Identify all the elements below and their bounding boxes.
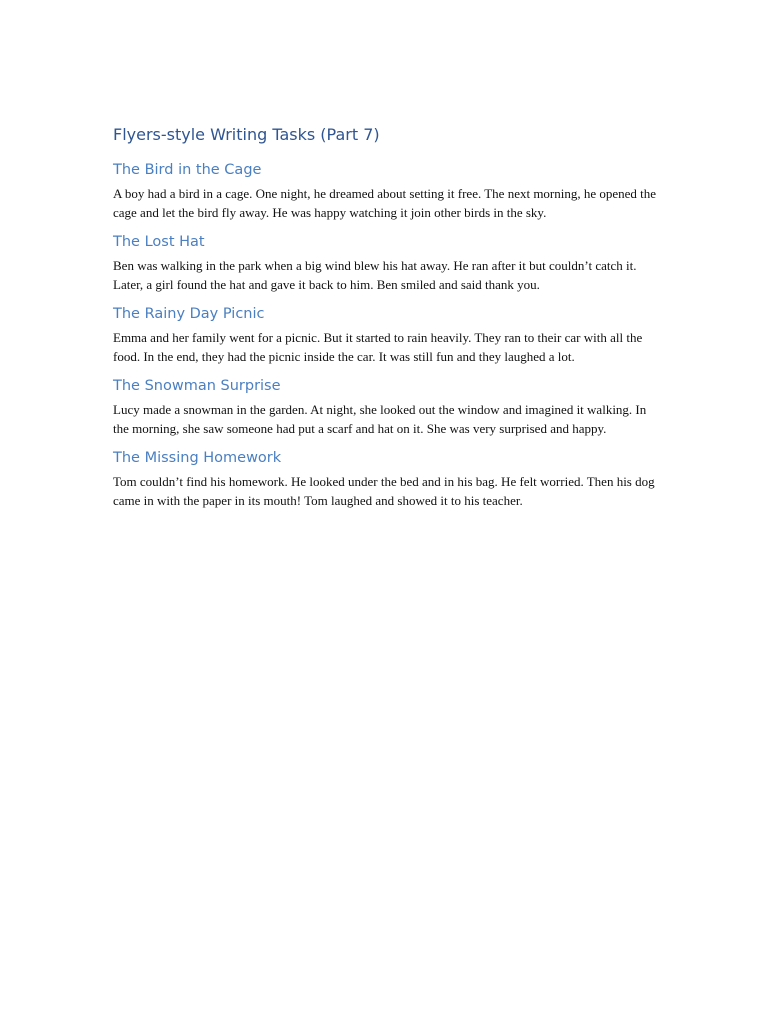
story-body: A boy had a bird in a cage. One night, he dreamed about setting it free. The next morning, he opened the cage and let the bird fly away. He was happy watching it join other birds in the sky.: [113, 186, 657, 220]
document-content: [113, 124, 658, 520]
story-section: [113, 376, 658, 438]
document-title: Flyers-style Writing Tasks (Part 7): [113, 125, 380, 144]
story-body: Emma and her family went for a picnic. But it started to rain heavily. They ran to their car with all the food. In the end, they had the picnic inside the car. It was still fun and they laughed a lot.: [113, 330, 643, 364]
story-body: Lucy made a snowman in the garden. At night, she looked out the window and imagined it walking. In the morning, she saw someone had put a scarf and hat on it. She was very surprised and happy.: [113, 402, 647, 436]
story-title: The Bird in the Cage: [113, 162, 262, 178]
story-section: [113, 448, 658, 510]
story-title: The Snowman Surprise: [113, 378, 281, 394]
story-body: Tom couldn’t find his homework. He looked under the bed and in his bag. He felt worried. Then his dog came in with the paper in its mouth! Tom laughed and showed it to his teacher.: [113, 474, 655, 508]
story-body: Ben was walking in the park when a big wind blew his hat away. He ran after it but couldn’t catch it. Later, a girl found the hat and gave it back to him. Ben smiled and said thank you.: [113, 258, 637, 292]
story-title: The Missing Homework: [113, 450, 282, 466]
story-title: The Lost Hat: [113, 234, 205, 250]
story-section: [113, 304, 658, 366]
story-title: The Rainy Day Picnic: [113, 306, 265, 322]
story-section: [113, 160, 658, 222]
story-section: [113, 232, 658, 294]
